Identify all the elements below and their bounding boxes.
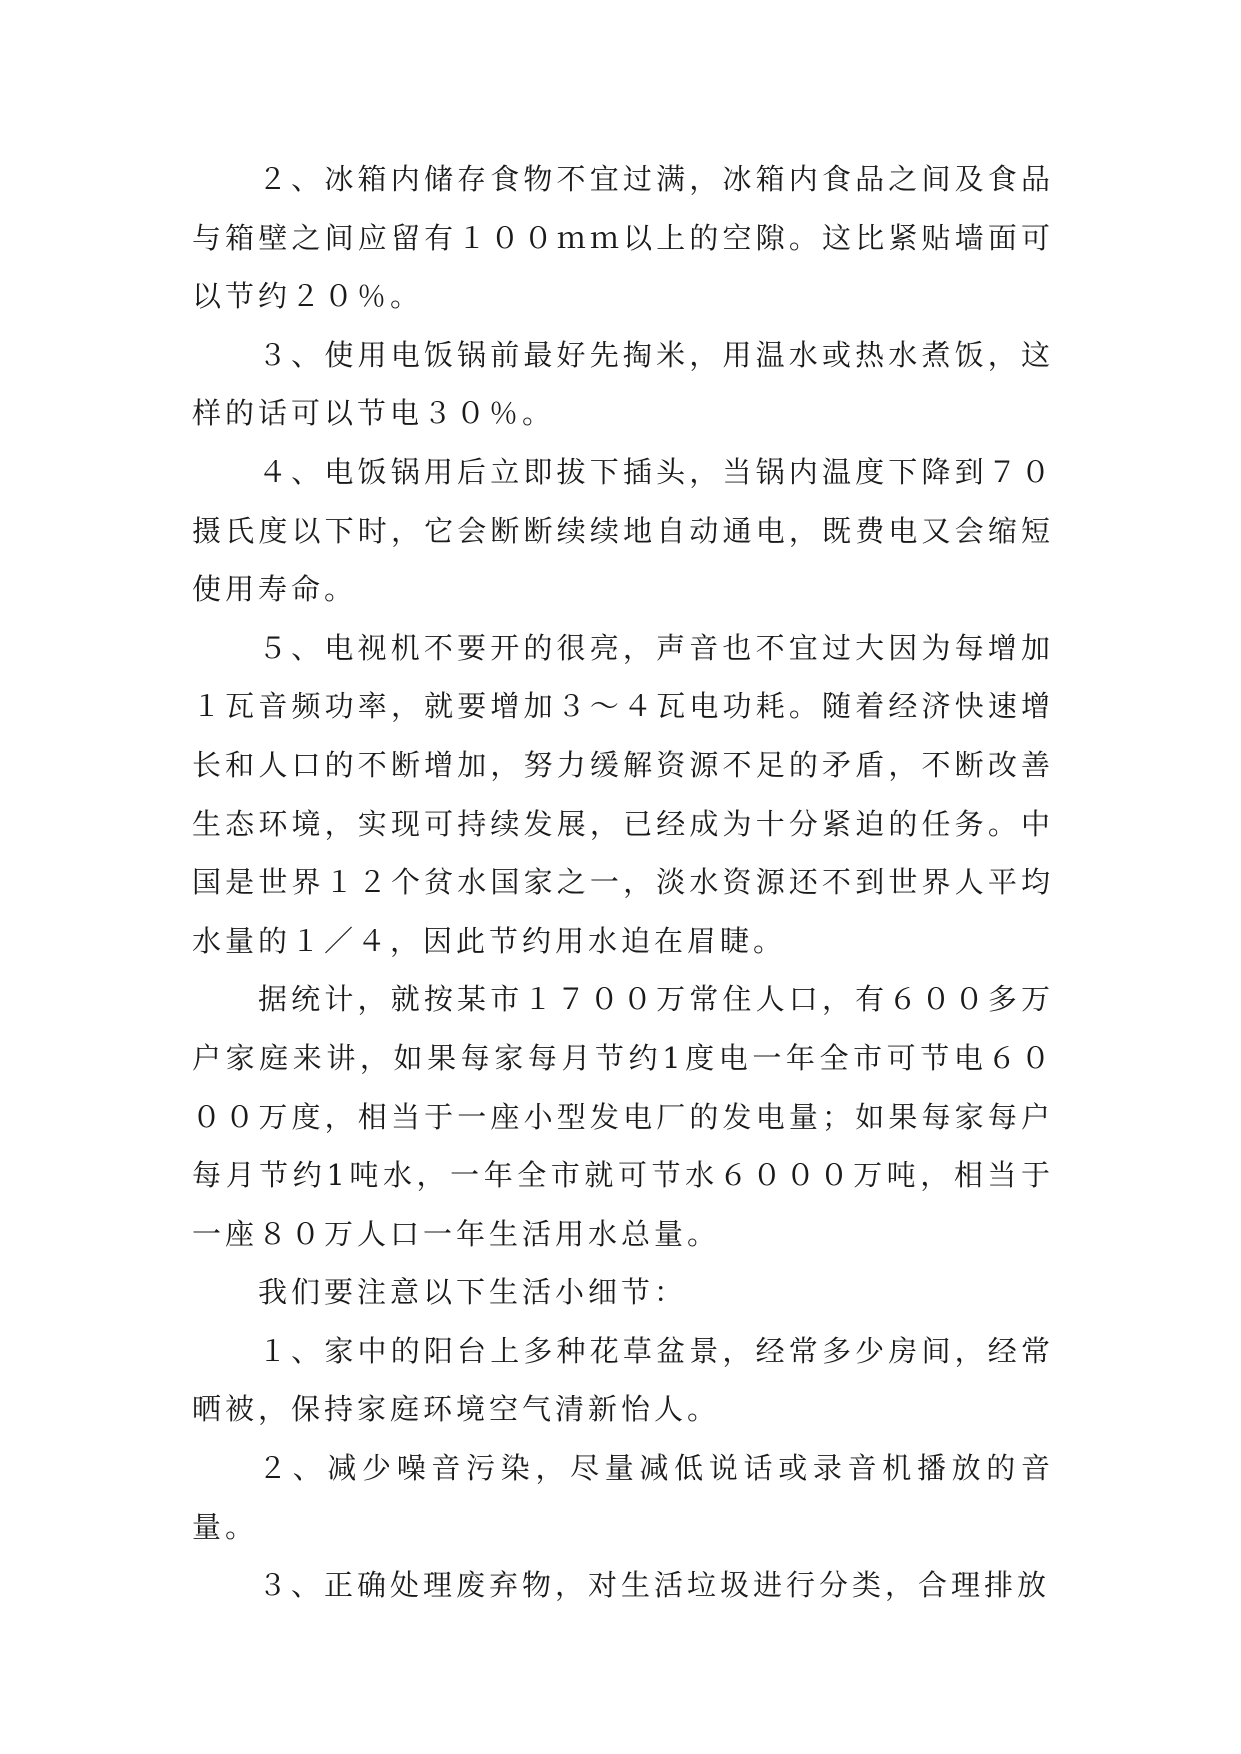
paragraph-statistics: 据统计，就按某市１７００万常住人口，有６００多万户家庭来讲，如果每家每月节约1度电一年全市可节电６０００万度，相当于一座小型发电厂的发电量；如果每家每户每月节约1吨水，一年全市就可节水６０００万吨，相当于一座８０万人口一年生活用水总量。 — [192, 982, 1054, 1251]
paragraph-rice-cooker-tip: ３、使用电饭锅前最好先掏米，用温水或热水煮饭，这样的话可以节电３０％。 — [192, 337, 1054, 431]
paragraph-plants-tip: １、家中的阳台上多种花草盆景，经常多少房间，经常晒被，保持家庭环境空气清新怡人。 — [192, 1333, 1054, 1427]
paragraph-details-intro: 我们要注意以下生活小细节： — [258, 1275, 688, 1310]
paragraph-tv-tip: ５、电视机不要开的很亮，声音也不宜过大因为每增加１瓦音频功率，就要增加３～４瓦电功耗。随着经济快速增长和人口的不断增加，努力缓解资源不足的矛盾，不断改善生态环境，实现可持续发展，已经成为十分紧迫的任务。中国是世界１２个贫水国家之一，淡水资源还不到世界人平均水量的１／４，因此节约用水迫在眉睫。 — [192, 630, 1054, 958]
paragraph-waste-tip: ３、正确处理废弃物，对生活垃圾进行分类，合理排放 — [258, 1568, 1051, 1603]
document-page — [192, 150, 1054, 1615]
paragraph-unplug-tip: ４、电饭锅用后立即拔下插头，当锅内温度下降到７０摄氏度以下时，它会断断续续地自动通电，既费电又会缩短使用寿命。 — [192, 454, 1054, 607]
paragraph-noise-tip: ２、减少噪音污染，尽量减低说话或录音机播放的音量。 — [192, 1451, 1054, 1544]
paragraph-fridge-tip: ２、冰箱内储存食物不宜过满，冰箱内食品之间及食品与箱壁之间应留有１００ｍｍ以上的空隙。这比紧贴墙面可以节约２０％。 — [192, 162, 1054, 314]
